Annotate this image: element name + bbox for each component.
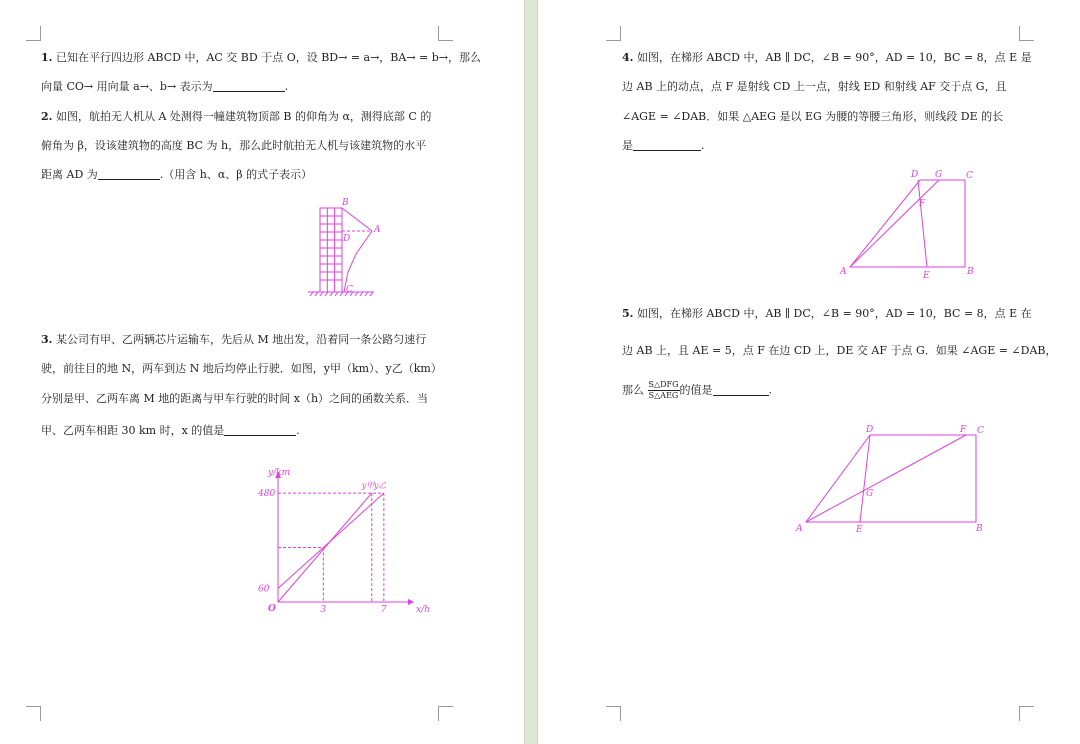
- q2-text-3b: .（用含 h、α、β 的式子表示）: [159, 168, 313, 181]
- q3-text-2: 驶，前往目的地 N，两车到达 N 地后均停止行驶．如图，y甲（km）、y乙（km）: [41, 362, 442, 375]
- q3-text-4a: 甲、乙两车相距 30 km 时，x 的值是: [41, 424, 225, 437]
- q3-number: 3.: [41, 333, 53, 346]
- corner-mark-bottom-left: [606, 706, 621, 721]
- q2-building-figure: [300, 192, 390, 302]
- q1-end: .: [284, 80, 289, 93]
- q2-line2: [41, 139, 426, 153]
- label-A: A: [796, 524, 803, 534]
- x-axis-label: x/h: [416, 605, 430, 615]
- q4-line4: [622, 139, 705, 153]
- q1-line2: [41, 80, 288, 94]
- q3-line-chart: [250, 462, 430, 622]
- q4-text-4a: 是: [622, 139, 633, 152]
- label-A: A: [374, 225, 381, 235]
- ground-hatching: [310, 292, 373, 296]
- label-C: C: [346, 285, 353, 295]
- q5-text-2: 边 AB 上，且 AE = 5，点 F 在边 CD 上，DE 交 AF 于点 G．如果 ∠AGE = ∠DAB，: [622, 344, 1057, 357]
- y-tick-label: 60: [258, 584, 270, 595]
- label-A: A: [840, 267, 847, 277]
- q1-text-2: 向量 CO→ 用向量 a→、b→ 表示为: [41, 80, 213, 93]
- series-line-yi: [278, 493, 384, 588]
- q4-text-2: 边 AB 上的动点，点 F 是射线 CD 上一点，射线 ED 和射线 AF 交于点 G，且: [622, 80, 1007, 93]
- q4-line1: [622, 51, 1032, 65]
- q5-number: 5.: [622, 307, 634, 320]
- label-B: B: [976, 524, 983, 534]
- series-label: y甲: [361, 481, 375, 491]
- q2-line3: [41, 168, 312, 182]
- page-left: [0, 0, 524, 744]
- label-E: E: [923, 271, 930, 281]
- q3-line4: [41, 424, 300, 438]
- q3-text-4b: .: [296, 424, 300, 437]
- trapezoid-ABCD: [806, 435, 976, 522]
- label-B: B: [342, 198, 349, 208]
- label-E: E: [856, 525, 863, 535]
- sight-line-AB: [342, 208, 372, 231]
- answer-blank: [633, 140, 701, 151]
- q5-line2: [622, 344, 1057, 358]
- q4-trapezoid-figure: [834, 164, 980, 284]
- corner-mark-bottom-right: [438, 706, 453, 721]
- trapezoid-ABCD: [850, 180, 965, 267]
- x-tick-label: 3: [320, 605, 327, 615]
- q1-number: 1.: [41, 51, 53, 64]
- label-D: D: [866, 425, 874, 435]
- label-C: C: [966, 171, 973, 181]
- q3-line2: [41, 362, 442, 376]
- corner-mark-top-left: [606, 26, 621, 41]
- answer-blank: [98, 169, 160, 180]
- q4-text-3: ∠AGE = ∠DAB．如果 △AEG 是以 EG 为腰的等腰三角形，则线段 DE 的长: [622, 110, 1004, 123]
- corner-mark-top-right: [1019, 26, 1034, 41]
- q5-text-3c: .: [768, 383, 772, 397]
- label-D: D: [343, 234, 351, 244]
- label-C: C: [977, 426, 984, 436]
- corner-mark-bottom-right: [1019, 706, 1034, 721]
- q2-text-2: 俯角为 β，设该建筑物的高度 BC 为 h，那么此时航拍无人机与该建筑物的水平: [41, 139, 427, 152]
- q4-text-4b: .: [701, 139, 705, 152]
- origin-label: O: [268, 604, 276, 614]
- q3-text-1: 某公司有甲、乙两辆芯片运输车，先后从 M 地出发，沿着同一条公路匀速行: [55, 333, 427, 346]
- y-tick-label: 480: [258, 489, 276, 500]
- page-right: [538, 0, 1080, 744]
- label-B: B: [967, 267, 974, 277]
- q5-line3: [622, 380, 772, 408]
- corner-mark-top-left: [26, 26, 41, 41]
- answer-blank: [224, 425, 296, 436]
- label-D: D: [911, 170, 919, 180]
- label-G: G: [866, 489, 874, 499]
- q2-text-3a: 距离 AD 为: [41, 168, 98, 181]
- label-F: F: [919, 199, 926, 209]
- x-tick-label: 7: [380, 605, 387, 615]
- q5-text-3b: 的值是: [679, 383, 713, 397]
- q5-text-3a: 那么: [622, 383, 644, 397]
- q5-text-1: 如图，在梯形 ABCD 中，AB ∥ DC，∠B = 90°，AD = 10，BC = 8，点 E 在: [636, 307, 1032, 320]
- q4-number: 4.: [622, 51, 634, 64]
- q2-number: 2.: [41, 110, 53, 123]
- answer-blank: [213, 81, 285, 92]
- q3-text-3: 分别是甲、乙两车离 M 地的距离与甲车行驶的时间 x（h）之间的函数关系．当: [41, 392, 429, 405]
- q5-line1: [622, 307, 1032, 321]
- answer-blank: [713, 385, 769, 396]
- q3-line1: [41, 333, 426, 347]
- segment-AF: [806, 435, 966, 522]
- fraction-denominator: S△AEG: [648, 391, 679, 400]
- q1-text-1: 已知在平行四边形 ABCD 中，AC 交 BD 于点 O，设 BD→ = a→，BA→ = b→，那么: [55, 51, 482, 64]
- corner-mark-bottom-left: [26, 706, 41, 721]
- corner-mark-top-right: [438, 26, 453, 41]
- label-F: F: [960, 425, 967, 435]
- series-label: y乙: [373, 481, 387, 491]
- q4-line3: [622, 110, 1003, 124]
- q4-line2: [622, 80, 1007, 94]
- q2-line1: [41, 110, 431, 124]
- series-line-jia: [278, 493, 372, 602]
- page-gutter: [524, 0, 538, 744]
- x-axis-arrow: [408, 599, 414, 605]
- q4-text-1: 如图，在梯形 ABCD 中，AB ∥ DC，∠B = 90°，AD = 10，BC = 8，点 E 是: [636, 51, 1032, 64]
- area-ratio-fraction: [648, 380, 680, 401]
- y-axis-label: y/km: [268, 468, 291, 478]
- q2-text-1: 如图，航拍无人机从 A 处测得一幢建筑物顶部 B 的仰角为 α，测得底部 C 的: [55, 110, 432, 123]
- building: [320, 208, 342, 292]
- q5-trapezoid-figure: [794, 420, 994, 540]
- q3-line3: [41, 392, 428, 406]
- fraction-numerator: S△DFG: [648, 380, 679, 389]
- q1-line1: [41, 51, 481, 65]
- segment-DE: [860, 435, 870, 522]
- label-G: G: [935, 170, 943, 180]
